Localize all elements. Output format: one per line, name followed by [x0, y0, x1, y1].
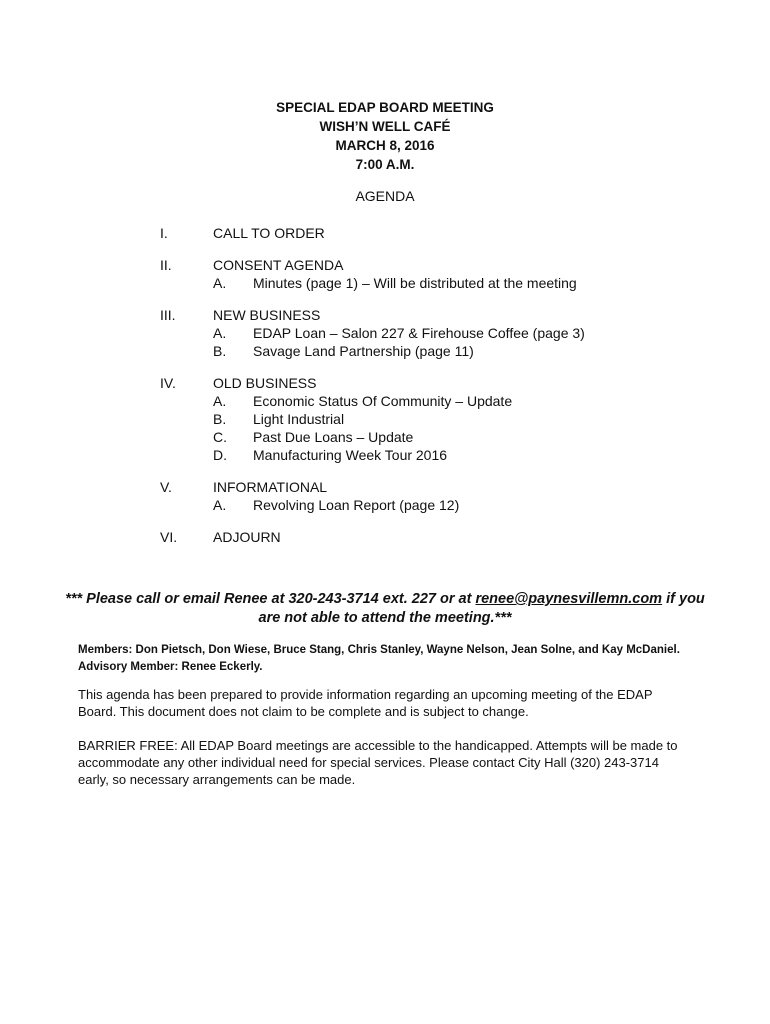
section-title: CONSENT AGENDA	[213, 257, 344, 273]
agenda-section	[0, 306, 770, 360]
agenda-heading: AGENDA	[355, 188, 415, 204]
section-heading-row	[0, 528, 770, 546]
item-text: Light Industrial	[253, 411, 345, 427]
agenda-item	[0, 324, 770, 342]
section-title: NEW BUSINESS	[213, 307, 321, 323]
item-letter: B.	[213, 411, 227, 427]
section-heading-row	[0, 374, 770, 392]
meeting-date: MARCH 8, 2016	[335, 138, 435, 153]
notice-suffix: if you are not able to attend the meeting.***	[258, 591, 705, 626]
item-text: Past Due Loans – Update	[253, 429, 414, 445]
item-letter: B.	[213, 343, 227, 359]
section-number: VI.	[160, 529, 178, 545]
barrier-free-paragraph: BARRIER FREE: All EDAP Board meetings are accessible to the handicapped. Attempts will be made to accommodate any other individual need for special services. Please contact City Hall (320) 243-3714 early, so necessary arrangements can be made.	[78, 738, 678, 787]
agenda-item	[0, 342, 770, 360]
disclaimer-paragraph: This agenda has been prepared to provide information regarding an upcoming meeting of the EDAP Board. This document does not claim to be complete and is subject to change.	[78, 687, 653, 719]
members-list: Members: Don Pietsch, Don Wiese, Bruce Stang, Chris Stanley, Wayne Nelson, Jean Solne, and Kay McDaniel. Advisory Member: Renee Eckerly.	[78, 644, 680, 673]
attendance-notice	[60, 590, 710, 628]
section-heading-row	[0, 256, 770, 274]
agenda-section	[0, 478, 770, 514]
item-letter: D.	[213, 447, 227, 463]
item-letter: A.	[213, 497, 227, 513]
section-title: CALL TO ORDER	[213, 225, 325, 241]
agenda-sections	[0, 224, 770, 560]
item-text: EDAP Loan – Salon 227 & Firehouse Coffee (page 3)	[253, 325, 585, 341]
section-title: ADJOURN	[213, 529, 281, 545]
item-letter: A.	[213, 275, 227, 291]
item-text: Manufacturing Week Tour 2016	[253, 447, 448, 463]
meeting-location: WISH’N WELL CAFÉ	[319, 119, 451, 134]
item-letter: C.	[213, 429, 227, 445]
agenda-item	[0, 392, 770, 410]
agenda-section	[0, 528, 770, 546]
meeting-title: SPECIAL EDAP BOARD MEETING	[276, 100, 494, 115]
section-title: OLD BUSINESS	[213, 375, 317, 391]
item-text: Revolving Loan Report (page 12)	[253, 497, 460, 513]
section-heading-row	[0, 478, 770, 496]
meeting-time: 7:00 A.M.	[355, 157, 415, 172]
agenda-item	[0, 274, 770, 292]
section-heading-row	[0, 306, 770, 324]
agenda-item	[0, 428, 770, 446]
agenda-item	[0, 410, 770, 428]
item-text: Savage Land Partnership (page 11)	[253, 343, 474, 359]
item-text: Economic Status Of Community – Update	[253, 393, 513, 409]
section-heading-row	[0, 224, 770, 242]
meeting-header	[0, 98, 770, 174]
item-text: Minutes (page 1) – Will be distributed at the meeting	[253, 275, 577, 291]
agenda-item	[0, 446, 770, 464]
section-number: II.	[160, 257, 172, 273]
section-number: IV.	[160, 375, 176, 391]
item-letter: A.	[213, 393, 227, 409]
agenda-item	[0, 496, 770, 514]
email-link[interactable]: renee@paynesvillemn.com	[475, 591, 663, 607]
agenda-section	[0, 224, 770, 242]
agenda-section	[0, 256, 770, 292]
notice-prefix: *** Please call or email Renee at 320-243-3714 ext. 227 or at	[65, 591, 476, 607]
section-number: III.	[160, 307, 176, 323]
section-title: INFORMATIONAL	[213, 479, 328, 495]
item-letter: A.	[213, 325, 227, 341]
agenda-section	[0, 374, 770, 464]
section-number: I.	[160, 225, 168, 241]
section-number: V.	[160, 479, 172, 495]
